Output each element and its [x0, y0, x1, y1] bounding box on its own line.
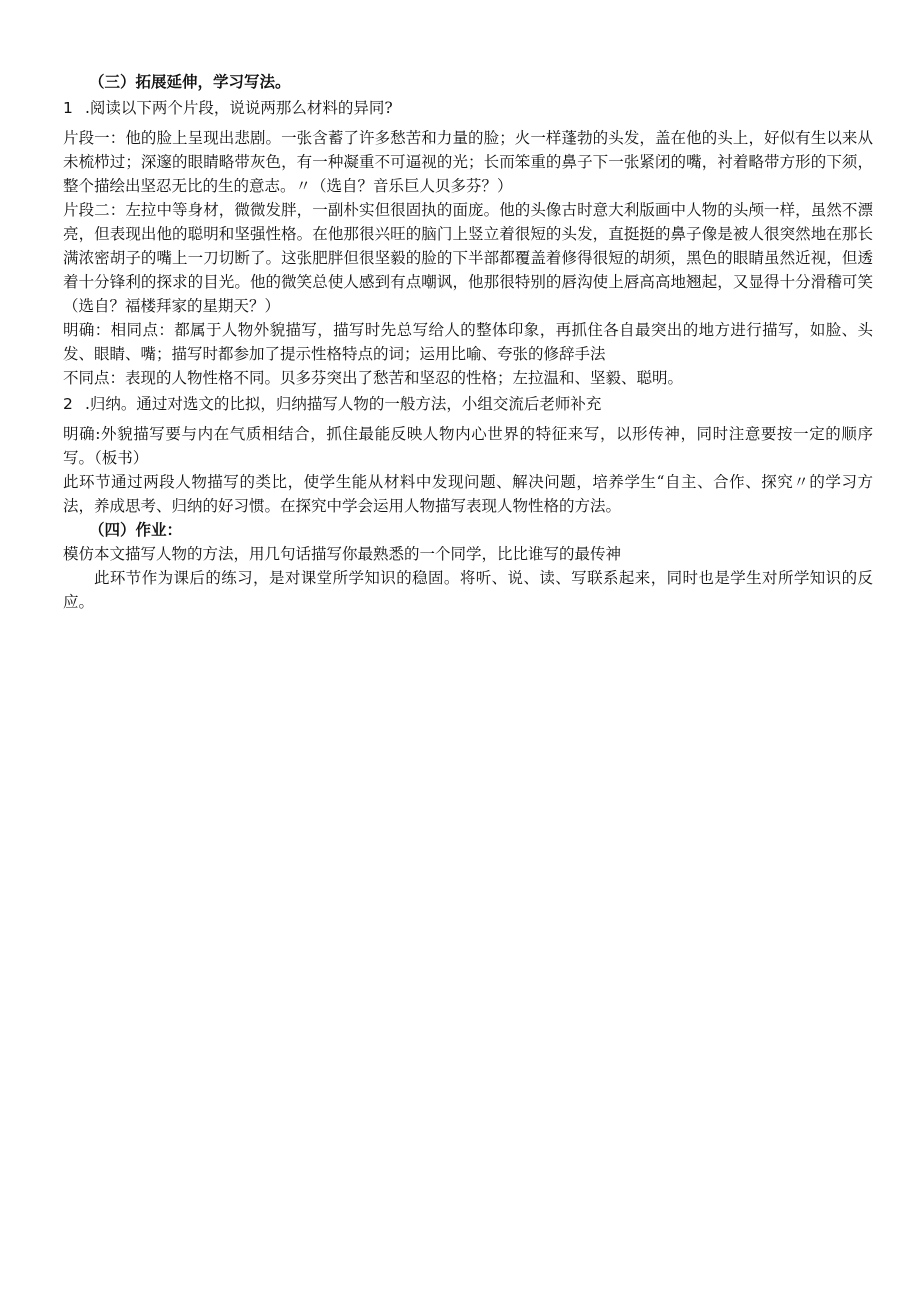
question-2: [63, 392, 873, 416]
document-page: [63, 70, 873, 614]
section4-note-paragraph: 此环节作为课后的练习，是对课堂所学知识的稳固。将听、说、读、写联系起来，同时也是学生对所学知识的反应。: [63, 569, 873, 611]
homework-task-paragraph: 模仿本文描写人物的方法，用几句话描写你最熟悉的一个同学，比比谁写的最传神: [63, 545, 622, 563]
clarify-similarities-paragraph: 明确：相同点：都属于人物外貌描写，描写时先总写给人的整体印象，再抓住各自最突出的地方进行描写，如脸、头发、眼睛、嘴；描写时都参加了提示性格特点的词；运用比喻、夸张的修辞手法: [63, 321, 873, 363]
question-2-text: .归纳。通过对选文的比拟，归纳描写人物的一般方法，小组交流后老师补充: [85, 395, 602, 413]
section3-heading: （三）拓展延伸，学习写法。: [89, 73, 291, 91]
question-2-number: 2: [63, 395, 73, 413]
question-1-number: 1: [63, 99, 73, 117]
clarify-differences-paragraph: 不同点：表现的人物性格不同。贝多芬突出了愁苦和坚忍的性格；左拉温和、坚毅、聪明。: [63, 369, 684, 387]
section4-heading: （四）作业：: [89, 521, 183, 539]
clarify-method-paragraph: 明确:外貌描写要与内在气质相结合，抓住最能反映人物内心世界的特征来写，以形传神，同时注意要按一定的顺序写。（板书）: [63, 425, 873, 467]
section3-note-paragraph: 此环节通过两段人物描写的类比，使学生能从材料中发现问题、解决问题，培养学生“自主、合作、探究〃的学习方法，养成思考、归纳的好习惯。在探究中学会运用人物描写表现人物性格的方法。: [63, 473, 873, 515]
question-1: [63, 96, 873, 120]
fragment-1-paragraph: 片段一：他的脸上呈现出悲剧。一张含蓄了许多愁苦和力量的脸；火一样蓬勃的头发，盖在他的头上，好似有生以来从未梳栉过；深邃的眼睛略带灰色，有一种凝重不可逼视的光；长而笨重的鼻子下一张紧闭的嘴，衬着略带方形的下须，整个描绘出坚忍无比的生的意志。〃（选自？音乐巨人贝多芬？）: [63, 129, 873, 195]
question-1-text: .阅读以下两个片段，说说两那么材料的异同?: [85, 99, 393, 117]
fragment-2-paragraph: 片段二：左拉中等身材，微微发胖，一副朴实但很固执的面庞。他的头像古时意大利版画中人物的头颅一样，虽然不漂亮，但表现出他的聪明和坚强性格。在他那很兴旺的脑门上竖立着很短的头发，直挺挺的鼻子像是被人很突然地在那长满浓密胡子的嘴上一刀切断了。这张肥胖但很坚毅的脸的下半部都覆盖着修得很短的胡须，黑色的眼睛虽然近视，但透着十分锋利的探求的目光。他的微笑总使人感到有点嘲讽，他那很特别的唇沟使上唇高高地翘起，又显得十分滑稽可笑（选自？福楼拜家的星期天？）: [63, 201, 873, 315]
